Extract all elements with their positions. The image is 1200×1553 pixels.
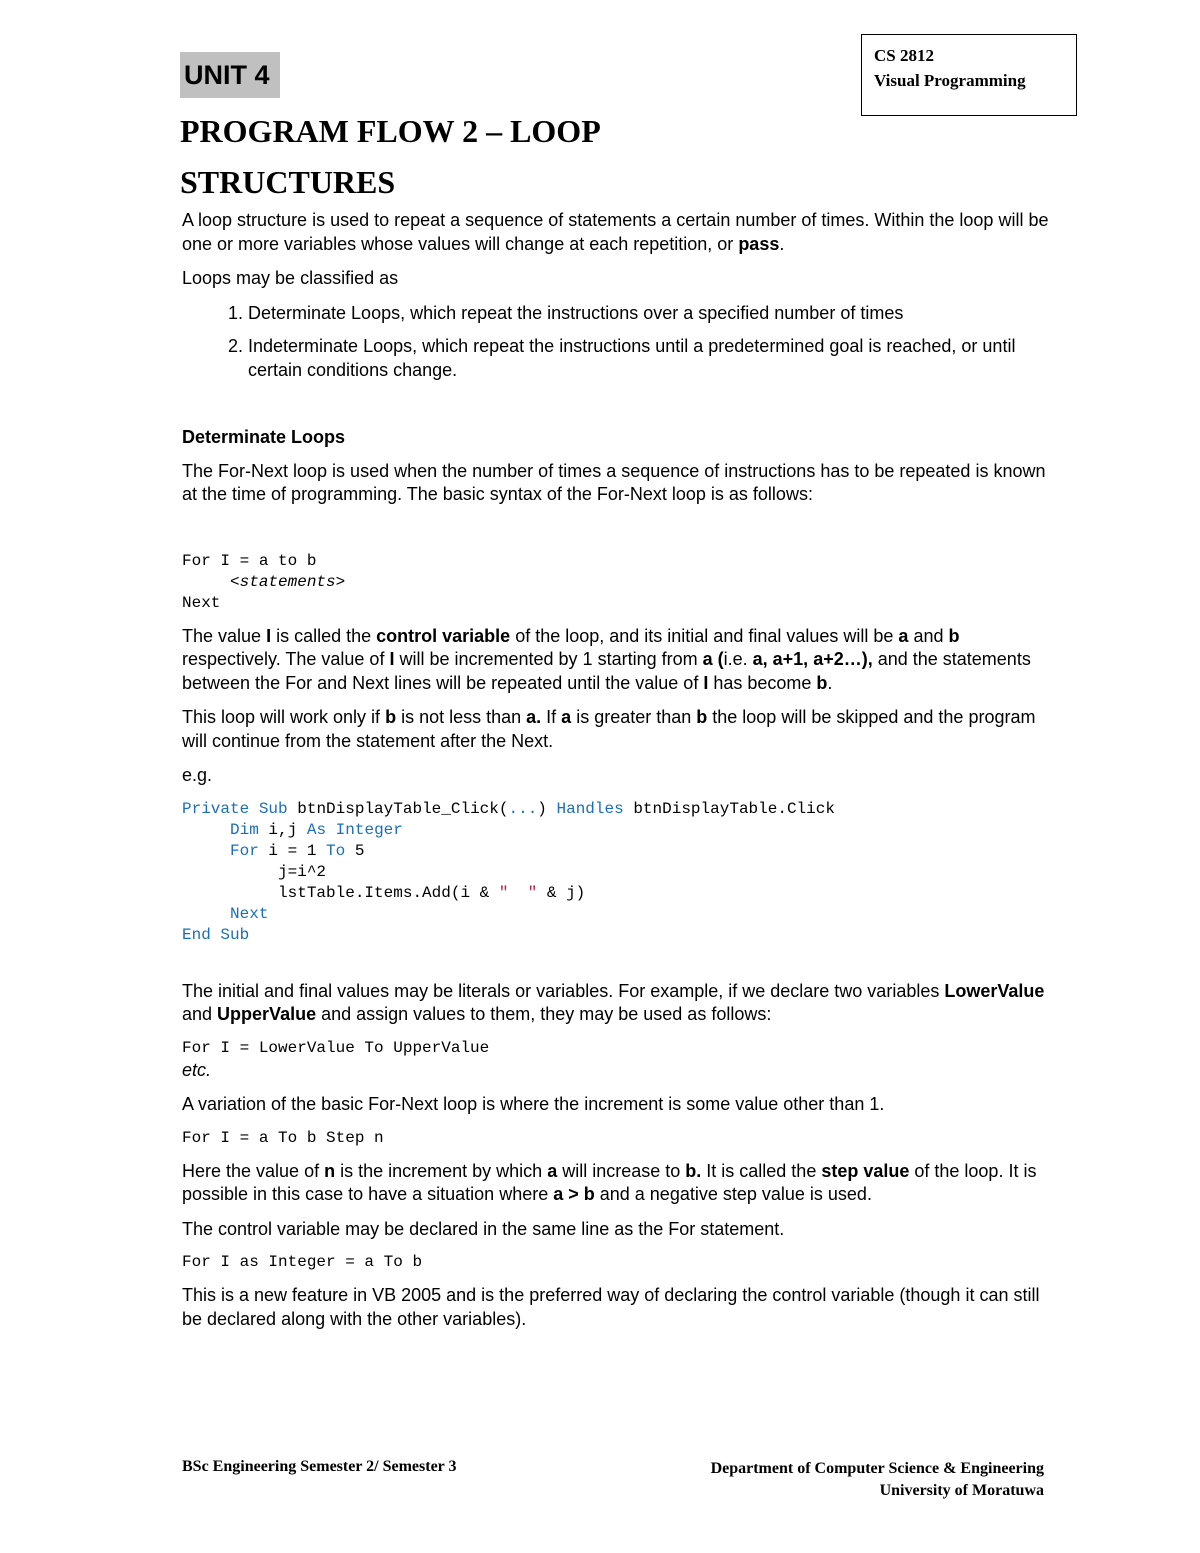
step-value-paragraph: Here the value of n is the increment by which a will increase to b. It is called the step value of the loop. It is possible in this case to have a situation where a > b and a negative step value is used. [182,1160,1037,1204]
document-body [182,209,1052,1342]
course-name: Visual Programming [874,71,1026,90]
section-heading: Determinate Loops [182,427,346,447]
syntax-code-block: For I = a to b <statements> Next [182,551,346,612]
title-line-2: STRUCTURES [180,164,396,200]
vb2005-paragraph: This is a new feature in VB 2005 and is the preferred way of declaring the control variable (though it can still be declared along with the other variables). [182,1285,1040,1329]
loop-types-list [182,302,1052,383]
control-variable-paragraph: The value I is called the control variable of the loop, and its initial and final values will be a and b respectively. The value of I will be incremented by 1 starting from a (i.e. a, a+1, a+2…), and the statements between the For and Next lines will be repeated until the value of I has become b. [182,625,1031,693]
list-item: 1. Determinate Loops, which repeat the instructions over a specified number of times [248,302,1052,326]
lower-upper-code: For I = LowerValue To UpperValue [182,1038,490,1057]
example-code-block: Private Sub btnDisplayTable_Click(...) Handles btnDisplayTable.Click Dim i,j As Integer For i = 1 To 5 j=i^2 lstTable.Items.Add(i & " " & j) Next End Sub [182,799,835,944]
etc-text: etc. [182,1059,212,1080]
footer-semester: BSc Engineering Semester 2/ Semester 3 [182,1458,457,1475]
title-line-1: PROGRAM FLOW 2 – LOOP [180,113,601,149]
footer-department [711,1458,1044,1502]
course-code: CS 2812 [874,46,934,65]
course-info-box [861,34,1077,116]
example-label: e.g. [182,765,213,785]
step-code: For I = a To b Step n [182,1128,384,1147]
intro-paragraph: A loop structure is used to repeat a sequence of statements a certain number of times. Within the loop will be one or more variables whose values will change at each repetition, or pass. [182,210,1049,254]
variation-paragraph: A variation of the basic For-Next loop is where the increment is some value other than 1. [182,1094,885,1114]
list-item: 2. Indeterminate Loops, which repeat the instructions until a predetermined goal is reached, or until certain conditions change. [248,335,1052,382]
classification-paragraph: Loops may be classified as [182,268,399,288]
unit-label: UNIT 4 [180,52,280,98]
declared-code: For I as Integer = a To b [182,1253,423,1271]
skip-condition-paragraph: This loop will work only if b is not less than a. If a is greater than b the loop will be skipped and the program will continue from the statement after the Next. [182,707,1036,751]
page-title [180,106,800,208]
footer-university-line: University of Moratuwa [879,1482,1044,1499]
for-next-paragraph: The For-Next loop is used when the number of times a sequence of instructions has to be repeated is known at the time of programming. The basic syntax of the For-Next loop is as follows: [182,460,1046,504]
initial-final-paragraph: The initial and final values may be literals or variables. For example, if we declare two variables LowerValue and UpperValue and assign values to them, they may be used as follows: [182,980,1045,1024]
footer-department-line: Department of Computer Science & Engineering [710,1460,1044,1477]
control-declare-paragraph: The control variable may be declared in the same line as the For statement. [182,1218,785,1239]
